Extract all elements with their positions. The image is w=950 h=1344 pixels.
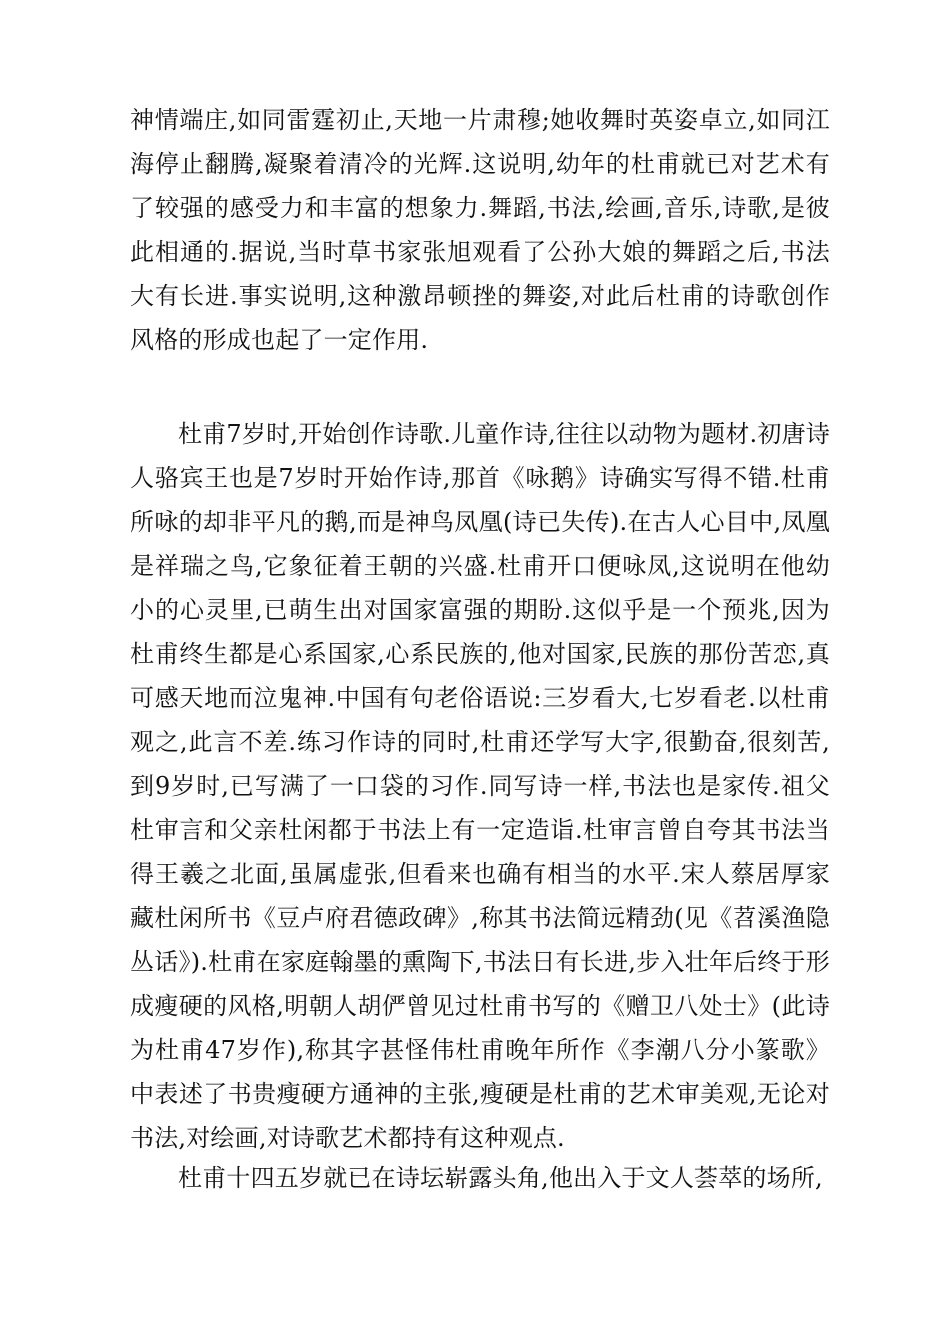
paragraph-block-3: [130, 1156, 830, 1200]
paragraph-1: 神情端庄,如同雷霆初止,天地一片肃穆;她收舞时英姿卓立,如同江海停止翻腾,凝聚着清冷的光辉.这说明,幼年的杜甫就已对艺术有了较强的感受力和丰富的想象力.舞蹈,书法,绘画,音乐,诗歌,是彼此相通的.据说,当时草书家张旭观看了公孙大娘的舞蹈之后,书法大有长进.事实说明,这种激昂顿挫的舞姿,对此后杜甫的诗歌创作风格的形成也起了一定作用.: [130, 106, 830, 354]
paragraph-2: 杜甫7岁时,开始创作诗歌.儿童作诗,往往以动物为题材.初唐诗人骆宾王也是7岁时开始作诗,那首《咏鹅》诗确实写得不错.杜甫所咏的却非平凡的鹅,而是神鸟凤凰(诗已失传).在古人心目中,凤凰是祥瑞之鸟,它象征着王朝的兴盛.杜甫开口便咏凤,这说明在他幼小的心灵里,已萌生出对国家富强的期盼.这似乎是一个预兆,因为杜甫终生都是心系国家,心系民族的,他对国家,民族的那份苦恋,真可感天地而泣鬼神.中国有句老俗语说:三岁看大,七岁看老.以杜甫观之,此言不差.练习作诗的同时,杜甫还学写大字,很勤奋,很刻苦,到9岁时,已写满了一口袋的习作.同写诗一样,书法也是家传.祖父杜审言和父亲杜闲都于书法上有一定造诣.杜审言曾自夸其书法当得王羲之北面,虽属虚张,但看来也确有相当的水平.宋人蔡居厚家藏杜闲所书《豆卢府君德政碑》,称其书法简远精劲(见《苕溪渔隐丛话》).杜甫在家庭翰墨的熏陶下,书法日有长进,步入壮年后终于形成瘦硬的风格,明朝人胡俨曾见过杜甫书写的《赠卫八处士》(此诗为杜甫47岁作),称其字甚怪伟杜甫晚年所作《李潮八分小篆歌》中表述了书贵瘦硬方通神的主张,瘦硬是杜甫的艺术审美观,无论对书法,对绘画,对诗歌艺术都持有这种观点.: [130, 420, 830, 1152]
paragraph-3: 杜甫十四五岁就已在诗坛崭露头角,他出入于文人荟萃的场所,: [178, 1164, 823, 1192]
paragraph-block-1: [130, 98, 830, 362]
paragraph-block-2: [130, 412, 830, 1160]
